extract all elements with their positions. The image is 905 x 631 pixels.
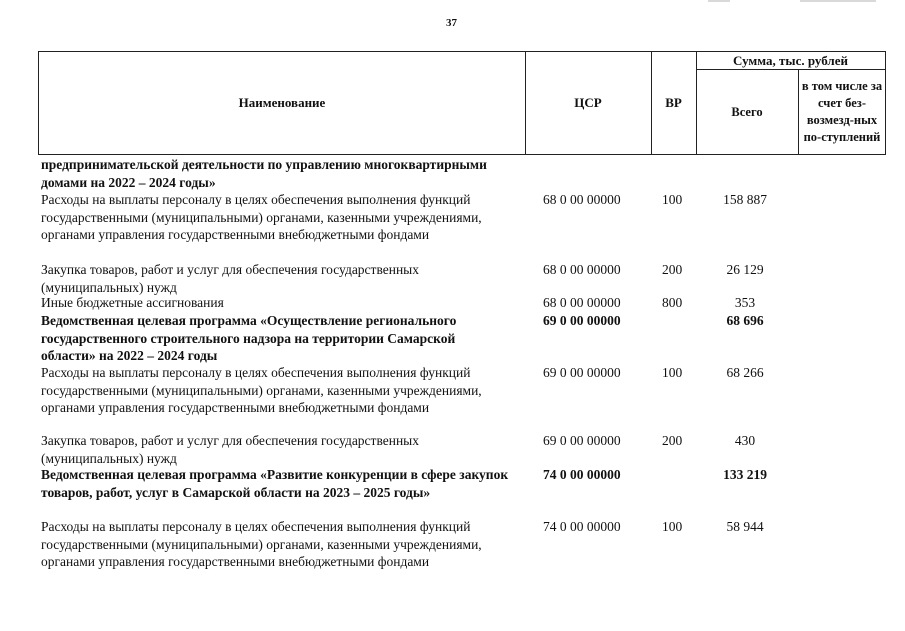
row-total: 68 696	[726, 313, 764, 328]
row-total: 158 887	[723, 192, 767, 207]
row-name: предпринимательской деятельности по управлению многоквартирными домами на 2022 – 2024 годы»	[41, 157, 487, 190]
row-vr: 100	[662, 365, 683, 380]
scan-artifact	[708, 0, 730, 2]
row-name: Иные бюджетные ассигнования	[41, 295, 224, 310]
row-total: 58 944	[726, 519, 764, 534]
scan-artifact	[800, 0, 876, 2]
header-total: Всего	[731, 104, 763, 119]
row-vr: 100	[662, 192, 683, 207]
row-csr: 69 0 00 00000	[543, 313, 621, 328]
row-name: Ведомственная целевая программа «Осуществление регионального государственного строительного надзора на территории Самарской области» на 2022 – 2024 годы	[41, 313, 457, 363]
header-sum: Сумма, тыс. рублей	[733, 53, 848, 68]
row-vr: 100	[662, 519, 683, 534]
header-including: в том числе за счет без-возмезд-ных по-ступлений	[801, 79, 883, 144]
header-csr: ЦСР	[574, 95, 602, 110]
row-total: 353	[734, 295, 756, 310]
row-csr: 74 0 00 00000	[543, 467, 621, 482]
row-total: 68 266	[726, 365, 764, 380]
row-vr: 200	[662, 262, 683, 277]
row-csr: 74 0 00 00000	[543, 519, 621, 534]
page-number: 37	[446, 17, 457, 29]
row-csr: 69 0 00 00000	[543, 365, 621, 380]
row-csr: 68 0 00 00000	[543, 295, 621, 310]
column-divider	[798, 69, 799, 154]
row-csr: 68 0 00 00000	[543, 262, 621, 277]
row-csr: 69 0 00 00000	[543, 433, 621, 448]
row-name: Ведомственная целевая программа «Развитие конкуренции в сфере закупок товаров, работ, услуг в Самарской области на 2023 – 2025 годы»	[41, 467, 509, 500]
header-name: Наименование	[238, 95, 326, 110]
row-total: 133 219	[723, 467, 767, 482]
row-vr: 200	[662, 433, 683, 448]
row-vr: 800	[662, 295, 683, 310]
row-name: Закупка товаров, работ и услуг для обеспечения государственных (муниципальных) нужд	[41, 433, 420, 466]
header-vr: ВР	[665, 95, 682, 110]
row-name: Расходы на выплаты персоналу в целях обеспечения выполнения функций государственными (муниципальными) органами, казенными учреждениями, органами управления государственными внебюджетными фондами	[41, 519, 482, 569]
row-total: 26 129	[726, 262, 764, 277]
row-name: Закупка товаров, работ и услуг для обеспечения государственных (муниципальных) нужд	[41, 262, 420, 295]
row-total: 430	[734, 433, 756, 448]
row-name: Расходы на выплаты персоналу в целях обеспечения выполнения функций государственными (муниципальными) органами, казенными учреждениями, органами управления государственными внебюджетными фондами	[41, 365, 482, 415]
table-header	[38, 51, 886, 155]
row-csr: 68 0 00 00000	[543, 192, 621, 207]
row-name: Расходы на выплаты персоналу в целях обеспечения выполнения функций государственными (муниципальными) органами, казенными учреждениями, органами управления государственными внебюджетными фондами	[41, 192, 482, 242]
